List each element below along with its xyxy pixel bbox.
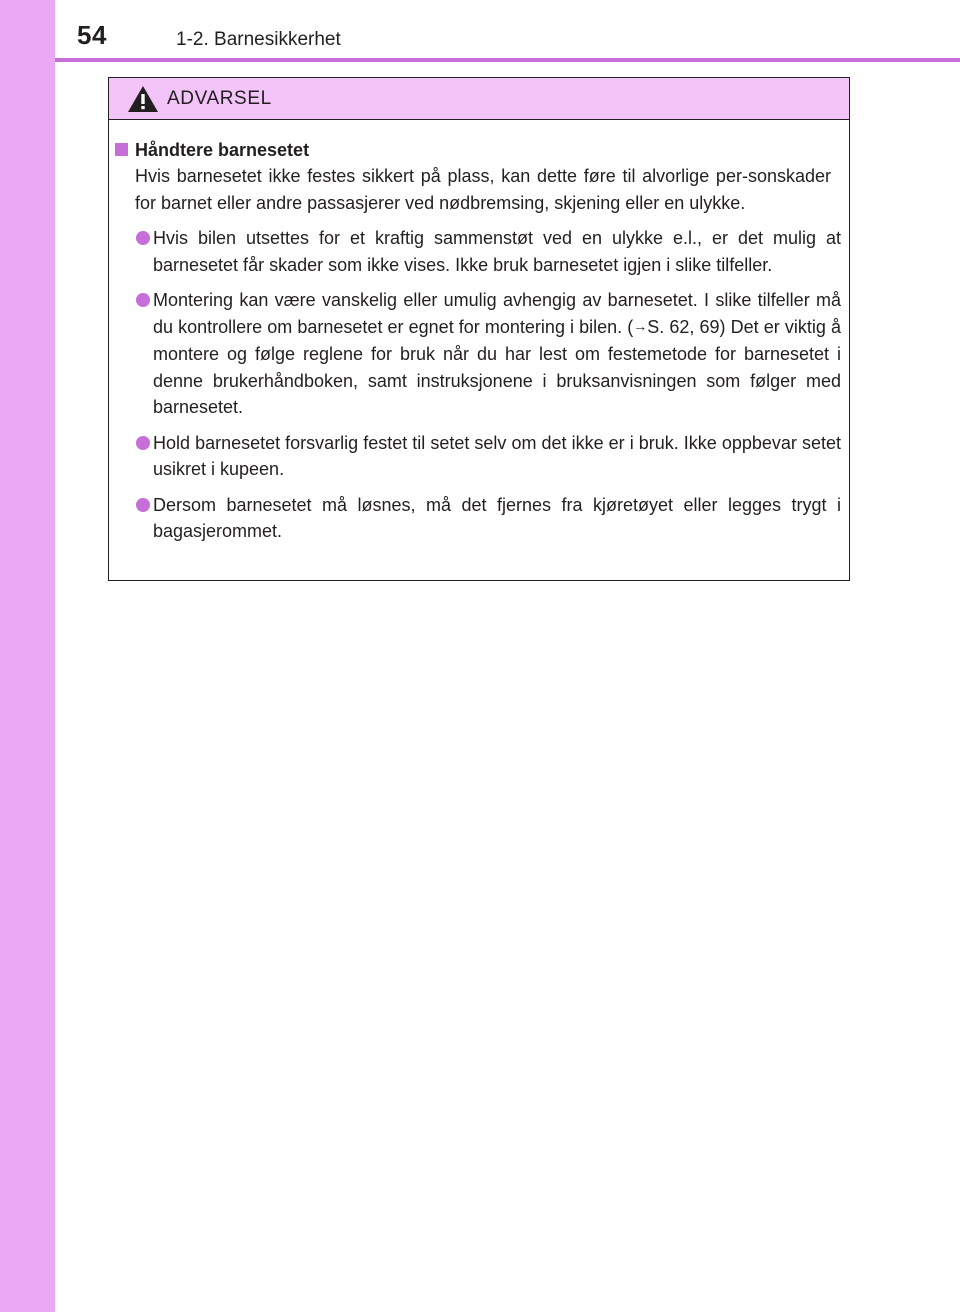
round-bullet-icon: [136, 231, 150, 245]
list-item-text: Dersom barnesetet må løsnes, må det fjernes fra kjøretøyet eller legges trygt i bagasjerommet.: [153, 494, 841, 541]
warning-sub-heading: [109, 137, 841, 163]
warning-box: [108, 77, 850, 581]
section-title: 1-2. Barnesikkerhet: [176, 29, 341, 50]
warning-title: ADVARSEL: [167, 88, 272, 109]
side-color-band: [0, 0, 55, 1312]
list-item: [109, 225, 841, 278]
round-bullet-icon: [136, 293, 150, 307]
arrow-right-icon: →: [633, 317, 648, 334]
warning-header: [109, 78, 849, 120]
list-item: [109, 430, 841, 483]
sub-heading-text: Håndtere barnesetet: [135, 140, 310, 160]
header-divider: [55, 58, 960, 62]
list-item-text-before: Montering kan være vanskelig eller umulig avhengig av barnesetet. I slike tilfeller må du kontrollere om barnesetet er egnet for montering i bilen. (: [153, 290, 841, 337]
list-item: [109, 492, 841, 545]
list-item-text: Hold barnesetet forsvarlig festet til setet selv om det ikke er i bruk. Ikke oppbevar setet usikret i kupeen.: [153, 432, 841, 479]
page-reference-text: S. 62, 69) Det er viktig å montere og følge reglene for bruk når du har lest om festemetode for barnesetet i denne brukerhåndboken, samt instruksjonene i bruksanvisningen som følger med barnesetet.: [153, 316, 841, 417]
page-header: [0, 0, 960, 60]
list-item-text: Hvis bilen utsettes for et kraftig sammenstøt ved en ulykke e.l., er det mulig at barnesetet får skader som ikke vises. Ikke bruk barnesetet igjen i slike tilfeller.: [153, 228, 841, 275]
warning-body: [109, 120, 849, 545]
round-bullet-icon: [136, 436, 150, 450]
round-bullet-icon: [136, 498, 150, 512]
intro-paragraph: Hvis barnesetet ikke festes sikkert på plass, kan dette føre til alvorlige per-sonskader for barnet eller andre passasjerer ved nødbremsing, skjening eller en ulykke.: [135, 166, 831, 213]
square-bullet-icon: [115, 143, 128, 156]
list-item: [109, 287, 841, 421]
page-number: 54: [77, 20, 107, 50]
warning-triangle-icon: [127, 85, 159, 113]
